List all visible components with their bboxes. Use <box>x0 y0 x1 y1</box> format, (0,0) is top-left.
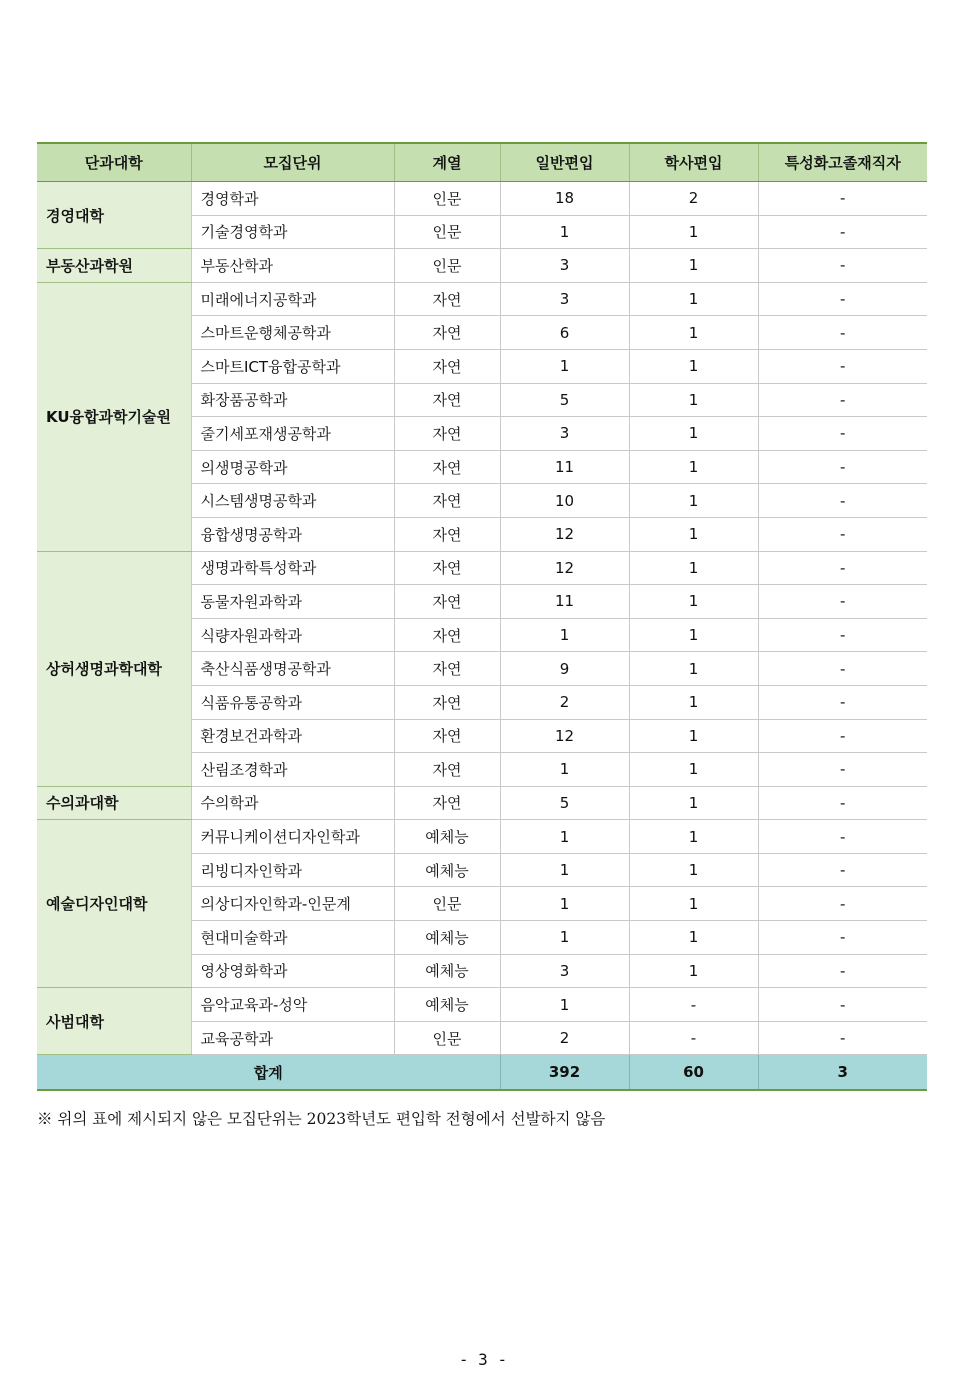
track-cell: 자연 <box>394 685 500 719</box>
track-cell: 자연 <box>394 719 500 753</box>
bachelor-cell: 1 <box>629 820 758 854</box>
general-cell: 5 <box>500 383 629 417</box>
bachelor-cell: 1 <box>629 417 758 451</box>
unit-cell: 교육공학과 <box>191 1021 394 1055</box>
track-cell: 예체능 <box>394 853 500 887</box>
general-cell: 2 <box>500 1021 629 1055</box>
specialized-cell: - <box>758 820 927 854</box>
general-cell: 3 <box>500 249 629 283</box>
specialized-cell: - <box>758 887 927 921</box>
specialized-cell: - <box>758 249 927 283</box>
track-cell: 자연 <box>394 383 500 417</box>
general-cell: 18 <box>500 182 629 216</box>
unit-cell: 화장품공학과 <box>191 383 394 417</box>
unit-cell: 산림조경학과 <box>191 753 394 787</box>
unit-cell: 시스템생명공학과 <box>191 484 394 518</box>
college-cell: 수의과대학 <box>37 786 191 820</box>
unit-cell: 융합생명공학과 <box>191 517 394 551</box>
track-cell: 자연 <box>394 450 500 484</box>
track-cell: 자연 <box>394 484 500 518</box>
unit-cell: 부동산학과 <box>191 249 394 283</box>
track-cell: 인문 <box>394 1021 500 1055</box>
bachelor-cell: 1 <box>629 383 758 417</box>
bachelor-cell: 1 <box>629 585 758 619</box>
general-cell: 1 <box>500 853 629 887</box>
total-specialized: 3 <box>758 1055 927 1091</box>
footnote: ※ 위의 표에 제시되지 않은 모집단위는 2023학년도 편입학 전형에서 선발하지 않음 <box>37 1110 606 1128</box>
bachelor-cell: 1 <box>629 484 758 518</box>
bachelor-cell: 1 <box>629 954 758 988</box>
college-cell: 예술디자인대학 <box>37 820 191 988</box>
table-row <box>37 786 927 820</box>
unit-cell: 축산식품생명공학과 <box>191 652 394 686</box>
bachelor-cell: - <box>629 988 758 1022</box>
track-cell: 자연 <box>394 652 500 686</box>
track-cell: 예체능 <box>394 954 500 988</box>
track-cell: 예체능 <box>394 921 500 955</box>
table-row <box>37 551 927 585</box>
bachelor-cell: 1 <box>629 753 758 787</box>
specialized-cell: - <box>758 921 927 955</box>
unit-cell: 줄기세포재생공학과 <box>191 417 394 451</box>
track-cell: 자연 <box>394 786 500 820</box>
track-cell: 자연 <box>394 282 500 316</box>
general-cell: 2 <box>500 685 629 719</box>
table-row <box>37 820 927 854</box>
track-cell: 인문 <box>394 215 500 249</box>
track-cell: 예체능 <box>394 820 500 854</box>
general-cell: 5 <box>500 786 629 820</box>
general-cell: 1 <box>500 618 629 652</box>
unit-cell: 동물자원과학과 <box>191 585 394 619</box>
general-cell: 1 <box>500 820 629 854</box>
specialized-cell: - <box>758 551 927 585</box>
general-cell: 6 <box>500 316 629 350</box>
unit-cell: 음악교육과-성악 <box>191 988 394 1022</box>
total-row <box>37 1055 927 1091</box>
unit-cell: 경영학과 <box>191 182 394 216</box>
college-cell: 사범대학 <box>37 988 191 1055</box>
general-cell: 12 <box>500 551 629 585</box>
specialized-cell: - <box>758 316 927 350</box>
table-row <box>37 282 927 316</box>
general-cell: 10 <box>500 484 629 518</box>
bachelor-cell: 1 <box>629 249 758 283</box>
track-cell: 자연 <box>394 316 500 350</box>
college-cell: KU융합과학기술원 <box>37 282 191 551</box>
total-general: 392 <box>500 1055 629 1091</box>
unit-cell: 스마트ICT융합공학과 <box>191 349 394 383</box>
track-cell: 자연 <box>394 517 500 551</box>
track-cell: 자연 <box>394 753 500 787</box>
bachelor-cell: 1 <box>629 517 758 551</box>
unit-cell: 미래에너지공학과 <box>191 282 394 316</box>
bachelor-cell: 1 <box>629 652 758 686</box>
track-cell: 예체능 <box>394 988 500 1022</box>
track-cell: 자연 <box>394 618 500 652</box>
specialized-cell: - <box>758 618 927 652</box>
page-number: - 3 - <box>458 1350 508 1369</box>
unit-cell: 수의학과 <box>191 786 394 820</box>
college-cell: 경영대학 <box>37 182 191 249</box>
bachelor-cell: 1 <box>629 316 758 350</box>
bachelor-cell: 1 <box>629 618 758 652</box>
unit-cell: 영상영화학과 <box>191 954 394 988</box>
bachelor-cell: 1 <box>629 685 758 719</box>
header-unit: 모집단위 <box>191 143 394 182</box>
specialized-cell: - <box>758 988 927 1022</box>
unit-cell: 커뮤니케이션디자인학과 <box>191 820 394 854</box>
track-cell: 자연 <box>394 349 500 383</box>
general-cell: 12 <box>500 517 629 551</box>
specialized-cell: - <box>758 652 927 686</box>
specialized-cell: - <box>758 1021 927 1055</box>
header-college: 단과대학 <box>37 143 191 182</box>
unit-cell: 의생명공학과 <box>191 450 394 484</box>
bachelor-cell: 1 <box>629 887 758 921</box>
table-row <box>37 182 927 216</box>
specialized-cell: - <box>758 853 927 887</box>
general-cell: 12 <box>500 719 629 753</box>
bachelor-cell: 1 <box>629 786 758 820</box>
specialized-cell: - <box>758 484 927 518</box>
general-cell: 9 <box>500 652 629 686</box>
unit-cell: 의상디자인학과-인문계 <box>191 887 394 921</box>
specialized-cell: - <box>758 282 927 316</box>
table-header-row <box>37 143 927 182</box>
specialized-cell: - <box>758 685 927 719</box>
specialized-cell: - <box>758 786 927 820</box>
bachelor-cell: - <box>629 1021 758 1055</box>
header-specialized-hs-worker: 특성화고졸재직자 <box>758 143 927 182</box>
general-cell: 11 <box>500 585 629 619</box>
table-row <box>37 249 927 283</box>
specialized-cell: - <box>758 585 927 619</box>
bachelor-cell: 1 <box>629 853 758 887</box>
track-cell: 자연 <box>394 551 500 585</box>
college-cell: 상허생명과학대학 <box>37 551 191 786</box>
admissions-table <box>37 142 927 1091</box>
specialized-cell: - <box>758 954 927 988</box>
general-cell: 1 <box>500 921 629 955</box>
unit-cell: 기술경영학과 <box>191 215 394 249</box>
specialized-cell: - <box>758 517 927 551</box>
specialized-cell: - <box>758 349 927 383</box>
unit-cell: 리빙디자인학과 <box>191 853 394 887</box>
general-cell: 1 <box>500 215 629 249</box>
specialized-cell: - <box>758 182 927 216</box>
table-body <box>37 182 927 1055</box>
general-cell: 1 <box>500 988 629 1022</box>
bachelor-cell: 2 <box>629 182 758 216</box>
unit-cell: 식량자원과학과 <box>191 618 394 652</box>
general-cell: 3 <box>500 954 629 988</box>
bachelor-cell: 1 <box>629 551 758 585</box>
specialized-cell: - <box>758 215 927 249</box>
unit-cell: 스마트운행체공학과 <box>191 316 394 350</box>
track-cell: 자연 <box>394 417 500 451</box>
bachelor-cell: 1 <box>629 215 758 249</box>
specialized-cell: - <box>758 417 927 451</box>
general-cell: 3 <box>500 417 629 451</box>
unit-cell: 식품유통공학과 <box>191 685 394 719</box>
unit-cell: 생명과학특성학과 <box>191 551 394 585</box>
specialized-cell: - <box>758 753 927 787</box>
bachelor-cell: 1 <box>629 349 758 383</box>
general-cell: 3 <box>500 282 629 316</box>
unit-cell: 현대미술학과 <box>191 921 394 955</box>
header-track: 계열 <box>394 143 500 182</box>
bachelor-cell: 1 <box>629 719 758 753</box>
unit-cell: 환경보건과학과 <box>191 719 394 753</box>
track-cell: 자연 <box>394 585 500 619</box>
bachelor-cell: 1 <box>629 921 758 955</box>
general-cell: 1 <box>500 349 629 383</box>
header-bachelor-transfer: 학사편입 <box>629 143 758 182</box>
total-bachelor: 60 <box>629 1055 758 1091</box>
table-row <box>37 988 927 1022</box>
track-cell: 인문 <box>394 249 500 283</box>
general-cell: 1 <box>500 887 629 921</box>
college-cell: 부동산과학원 <box>37 249 191 283</box>
header-general-transfer: 일반편입 <box>500 143 629 182</box>
general-cell: 1 <box>500 753 629 787</box>
track-cell: 인문 <box>394 887 500 921</box>
bachelor-cell: 1 <box>629 450 758 484</box>
total-label: 합계 <box>37 1055 500 1091</box>
bachelor-cell: 1 <box>629 282 758 316</box>
specialized-cell: - <box>758 383 927 417</box>
general-cell: 11 <box>500 450 629 484</box>
specialized-cell: - <box>758 450 927 484</box>
track-cell: 인문 <box>394 182 500 216</box>
specialized-cell: - <box>758 719 927 753</box>
